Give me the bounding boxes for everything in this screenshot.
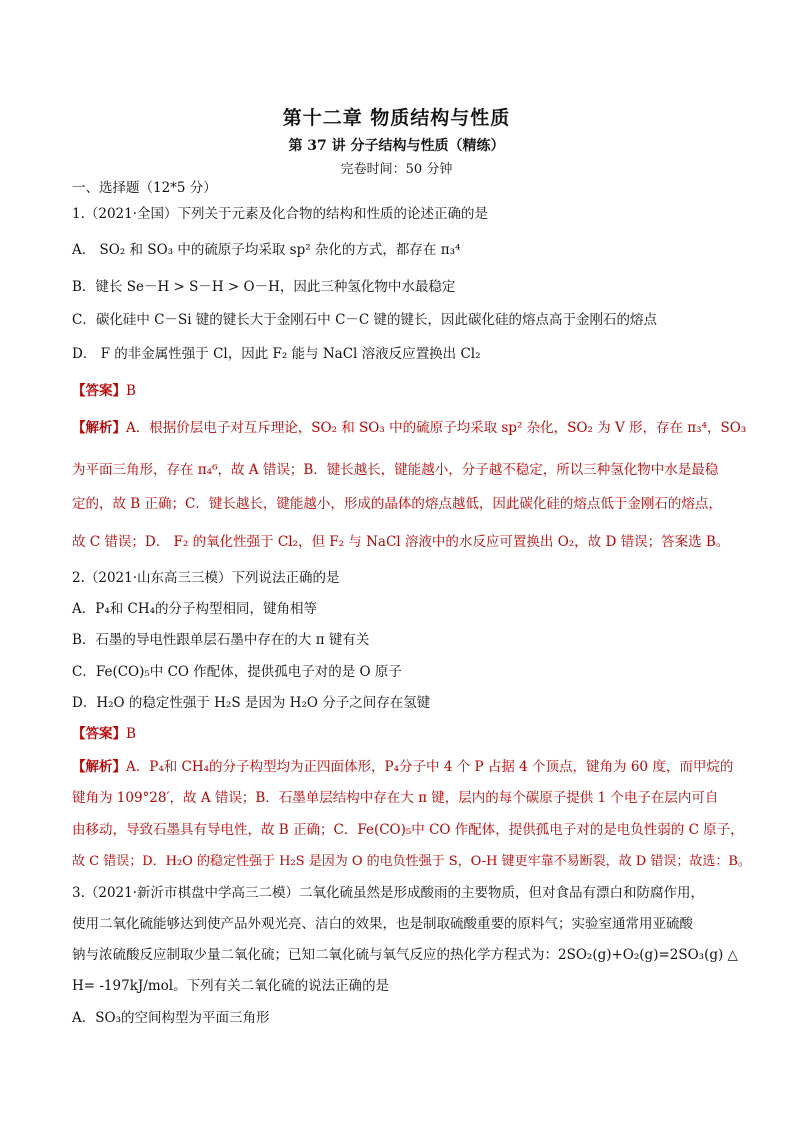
q1-option-c: C．碳化硅中 C－Si 键的键长大于金刚石中 C－C 键的键长，因此碳化硅的熔点高于金刚石的熔点 xyxy=(72,312,658,328)
analysis-tag: 【解析】 xyxy=(72,759,126,775)
q2-option-b: B．石墨的导电性跟单层石墨中存在的大 π 键有关 xyxy=(72,632,370,648)
q3-stem-line: 3.（2021·新沂市棋盘中学高三二模）二氧化硫虽然是形成酸雨的主要物质，但对食品有漂白和防腐作用， xyxy=(72,885,705,901)
q2-option-a: A．P₄和 CH₄的分子构型相同，键角相等 xyxy=(72,601,318,617)
q1-option-d: D． F 的非金属性强于 Cl，因此 F₂ 能与 NaCl 溶液反应置换出 Cl₂ xyxy=(72,346,481,362)
q2-option-d: D．H₂O 的稳定性强于 H₂S 是因为 H₂O 分子之间存在氢键 xyxy=(72,695,431,711)
q1-option-a: A． SO₂ 和 SO₃ 中的硫原子均采取 sp² 杂化的方式，都存在 π₃⁴ xyxy=(72,242,461,258)
q1-analysis-line: 定的，故 B 正确；C．键长越长，键能越小，形成的晶体的熔点越低，因此碳化硅的熔点低于金刚石的熔点， xyxy=(72,496,722,512)
time-limit: 完卷时间：50 分钟 xyxy=(340,162,453,177)
lesson-title: 第 37 讲 分子结构与性质（精练） xyxy=(288,138,505,154)
answer-value: B xyxy=(126,726,136,742)
q3-stem-line: 钠与浓硫酸反应制取少量二氧化硫；已知二氧化硫与氧气反应的热化学方程式为：2SO₂(g)+O₂(g)=2SO₃(g) △ xyxy=(72,947,738,963)
q1-option-b: B．键长 Se－H > S－H > O－H，因此三种氢化物中水最稳定 xyxy=(72,279,456,295)
answer-tag: 【答案】 xyxy=(72,726,126,742)
q1-analysis-line: 为平面三角形，存在 π₄⁶，故 A 错误；B．键长越长，键能越小，分子越不稳定，所以三种氢化物中水是最稳 xyxy=(72,462,719,478)
q2-analysis-line: 键角为 109°28′，故 A 错误；B．石墨单层结构中存在大 π 键，层内的每个碳原子提供 1 个电子在层内可自 xyxy=(72,790,719,806)
q1-stem: 1.（2021·全国）下列关于元素及化合物的结构和性质的论述正确的是 xyxy=(72,206,489,222)
q1-answer xyxy=(72,381,136,401)
q2-analysis-line: 故 C 错误；D．H₂O 的稳定性强于 H₂S 是因为 O 的电负性强于 S，O-H 键更牢靠不易断裂，故 D 错误；故选：B。 xyxy=(72,854,751,869)
q2-answer xyxy=(72,724,136,744)
q1-analysis-line: 【解析】A．根据价层电子对互斥理论，SO₂ 和 SO₃ 中的硫原子均采取 sp² 杂化，SO₂ 为 V 形，存在 π₃⁴，SO₃ xyxy=(72,420,747,436)
q2-stem: 2.（2021·山东高三三模）下列说法正确的是 xyxy=(72,570,340,586)
q2-analysis-line: 【解析】A．P₄和 CH₄的分子构型均为正四面体形，P₄分子中 4 个 P 占据 4 个顶点，键角为 60 度，而甲烷的 xyxy=(72,759,734,775)
q3-stem-line: H= -197kJ/mol。下列有关二氧化硫的说法正确的是 xyxy=(72,978,390,994)
q1-analysis-line: 故 C 错误；D． F₂ 的氧化性强于 Cl₂，但 F₂ 与 NaCl 溶液中的水反应可置换出 O₂，故 D 错误；答案选 B。 xyxy=(72,534,730,550)
answer-tag: 【答案】 xyxy=(72,383,126,399)
q2-option-c: C．Fe(CO)₅中 CO 作配体，提供孤电子对的是 O 原子 xyxy=(72,664,402,680)
chapter-title: 第十二章 物质结构与性质 xyxy=(282,107,511,129)
q3-option-a: A．SO₃的空间构型为平面三角形 xyxy=(72,1010,270,1026)
answer-value: B xyxy=(126,383,136,399)
analysis-tag: 【解析】 xyxy=(72,420,126,436)
q3-stem-line: 使用二氧化硫能够达到使产品外观光亮、洁白的效果，也是制取硫酸重要的原料气；实验室通常用亚硫酸 xyxy=(72,916,693,932)
q2-analysis-line: 由移动，导致石墨具有导电性，故 B 正确；C．Fe(CO)₅中 CO 作配体，提供孤电子对的是电负性弱的 C 原子， xyxy=(72,822,744,838)
section-heading: 一、选择题（12*5 分） xyxy=(72,180,217,196)
